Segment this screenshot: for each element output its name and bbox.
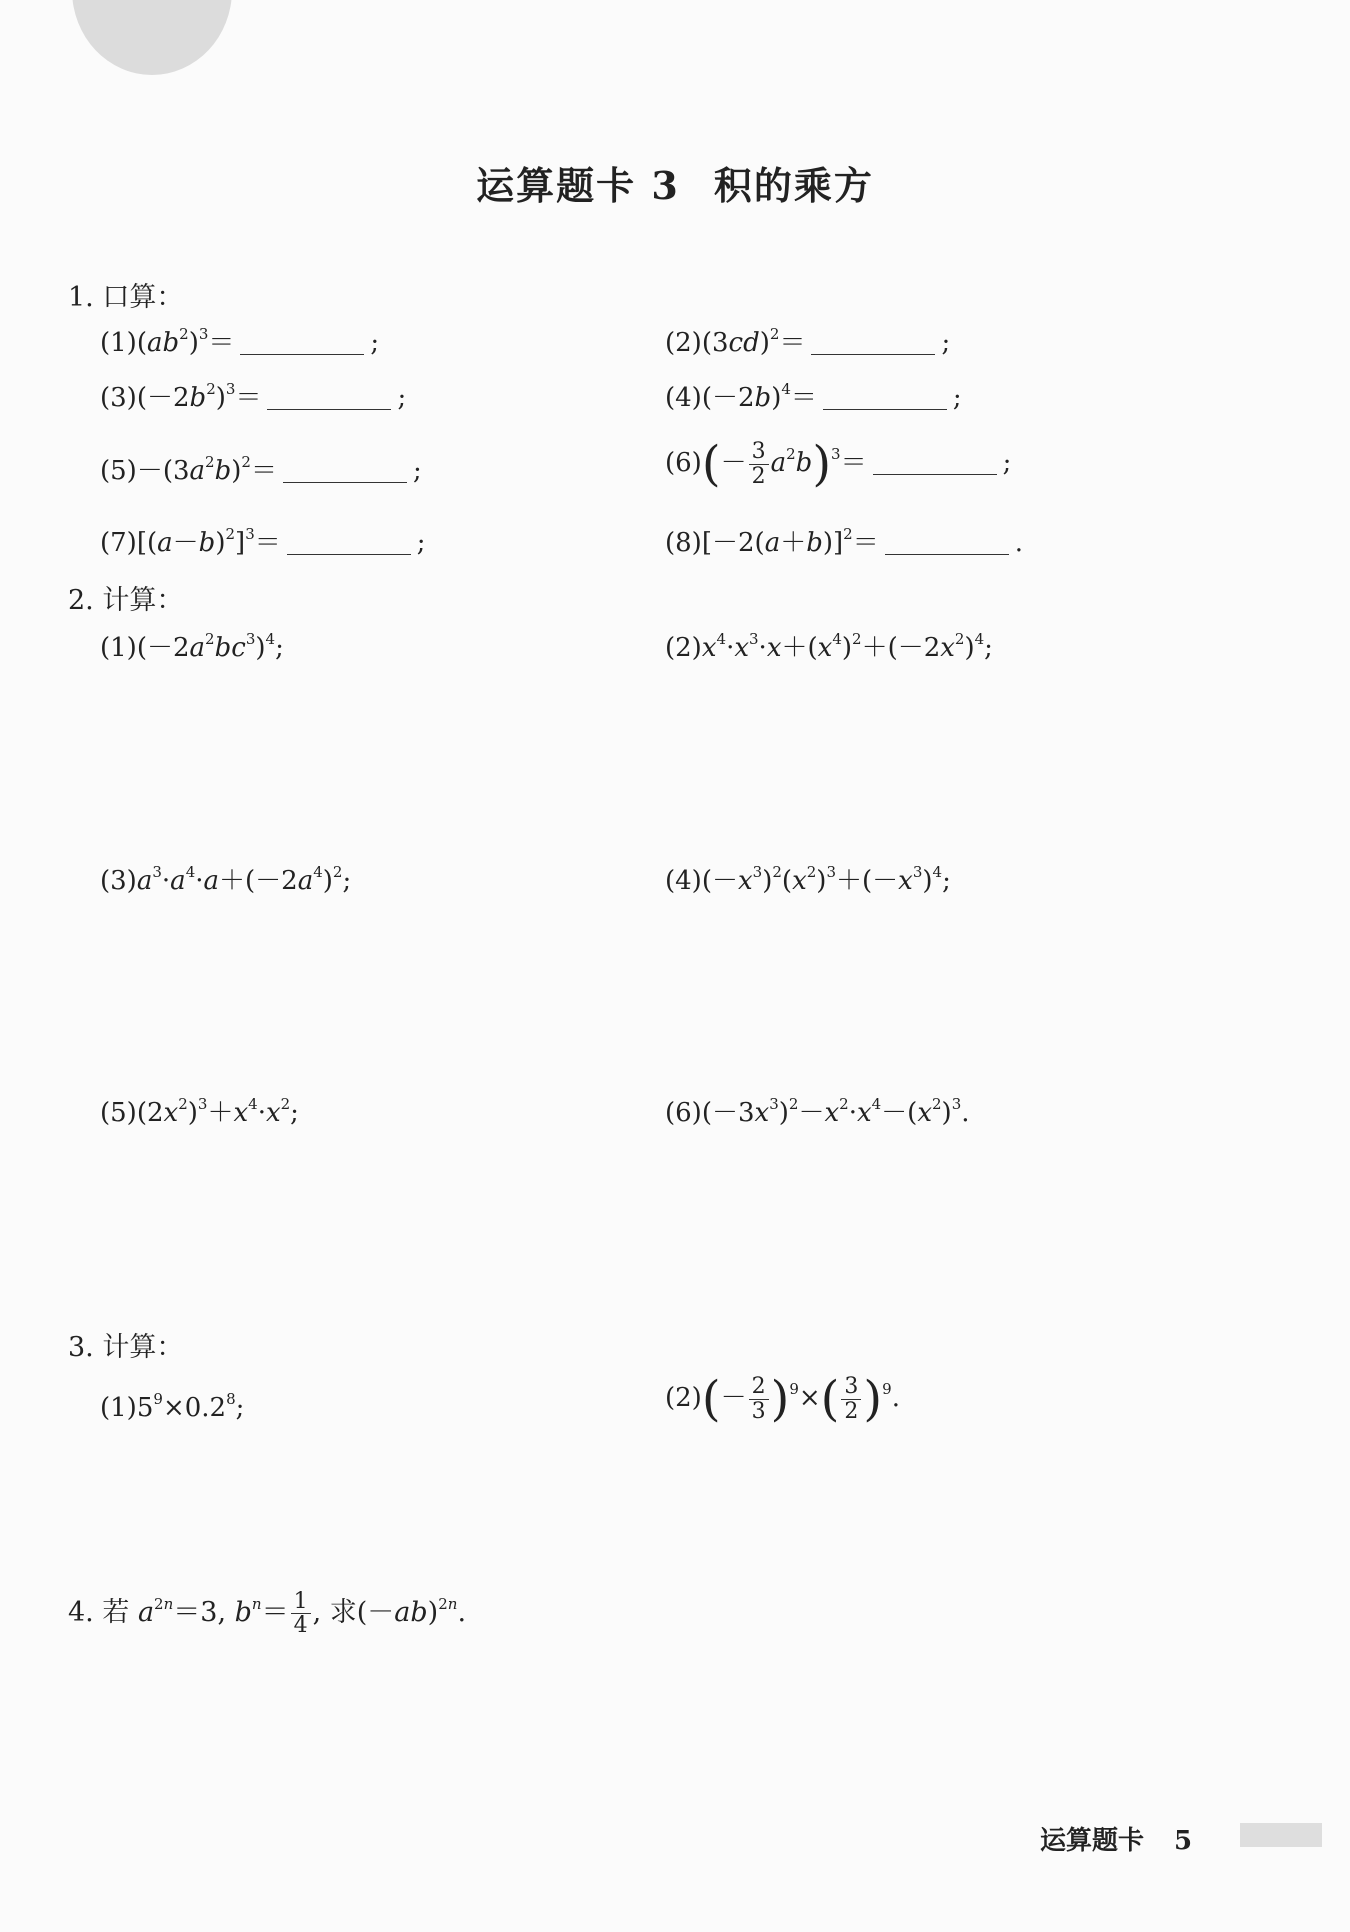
q1-item-2: $(2)(3cd)^2=$ ; bbox=[665, 325, 951, 358]
answer-blank[interactable] bbox=[283, 458, 407, 483]
answer-blank[interactable] bbox=[873, 450, 997, 475]
answer-blank[interactable] bbox=[287, 530, 411, 555]
footer-label: 运算题卡 bbox=[1040, 1826, 1145, 1856]
page-number: 5 bbox=[1174, 1826, 1193, 1856]
title-main: 运算题卡 3 bbox=[476, 163, 680, 208]
q1-item-4: $(4)(-2b)^4=$ ; bbox=[665, 380, 962, 413]
page-footer bbox=[1040, 1820, 1192, 1857]
q2-item-6: $(6)(-3x^3)^2-x^2\cdot x^4-(x^2)^3$. bbox=[665, 1095, 970, 1128]
q1-item-8: $(8)[-2(a+b)]^2=$ . bbox=[665, 525, 1023, 558]
q3-item-1: $(1)5^9\times 0.2^8$; bbox=[100, 1390, 245, 1423]
q2-item-1: $(1)(-2a^2bc^3)^4$; bbox=[100, 630, 284, 663]
q2-item-4: $(4)(-x^3)^2(x^2)^3+(-x^3)^4$; bbox=[665, 863, 951, 896]
q1-item-6: (6)(－ $\frac{3}{2}$ $a^2b)^3=$ ; bbox=[665, 436, 1012, 492]
answer-blank[interactable] bbox=[823, 385, 947, 410]
footer-bar bbox=[1240, 1823, 1322, 1847]
answer-blank[interactable] bbox=[267, 385, 391, 410]
q2-item-5: $(5)(2x^2)^3+x^4\cdot x^2$; bbox=[100, 1095, 299, 1128]
q3-item-2: (2)(－ $\frac{2}{3}$ )$^9$×( $\frac{3}{2}$ )$^9$. bbox=[665, 1371, 900, 1427]
page-corner-tab bbox=[72, 0, 232, 75]
section-3-heading: 3. 计算： bbox=[68, 1332, 184, 1363]
q4: 4. 若 $a^{2n}=3$, $b^n=$ $\frac{1}{4}$ , 求$(-ab)^{2n}$. bbox=[68, 1589, 467, 1639]
q1-item-7: $(7)[(a-b)^2]^3=$ ; bbox=[100, 525, 426, 558]
section-1-heading: 1. 口算： bbox=[68, 282, 184, 313]
answer-blank[interactable] bbox=[811, 330, 935, 355]
page-title bbox=[0, 155, 1350, 210]
q2-item-3: $(3)a^3\cdot a^4\cdot a+(-2a^4)^2$; bbox=[100, 863, 352, 896]
section-2-heading: 2. 计算： bbox=[68, 585, 184, 616]
answer-blank[interactable] bbox=[885, 530, 1009, 555]
q1-item-3: $(3)(-2b^2)^3=$ ; bbox=[100, 380, 407, 413]
answer-blank[interactable] bbox=[240, 330, 364, 355]
title-sub: 积的乘方 bbox=[713, 163, 874, 208]
q1-item-5: $(5)-(3a^2b)^2=$ ; bbox=[100, 453, 422, 486]
q1-item-1: $(1)(ab^2)^3=$ ; bbox=[100, 325, 380, 358]
q2-item-2: $(2)x^4\cdot x^3\cdot x+(x^4)^2+(-2x^2)^4$; bbox=[665, 630, 993, 663]
